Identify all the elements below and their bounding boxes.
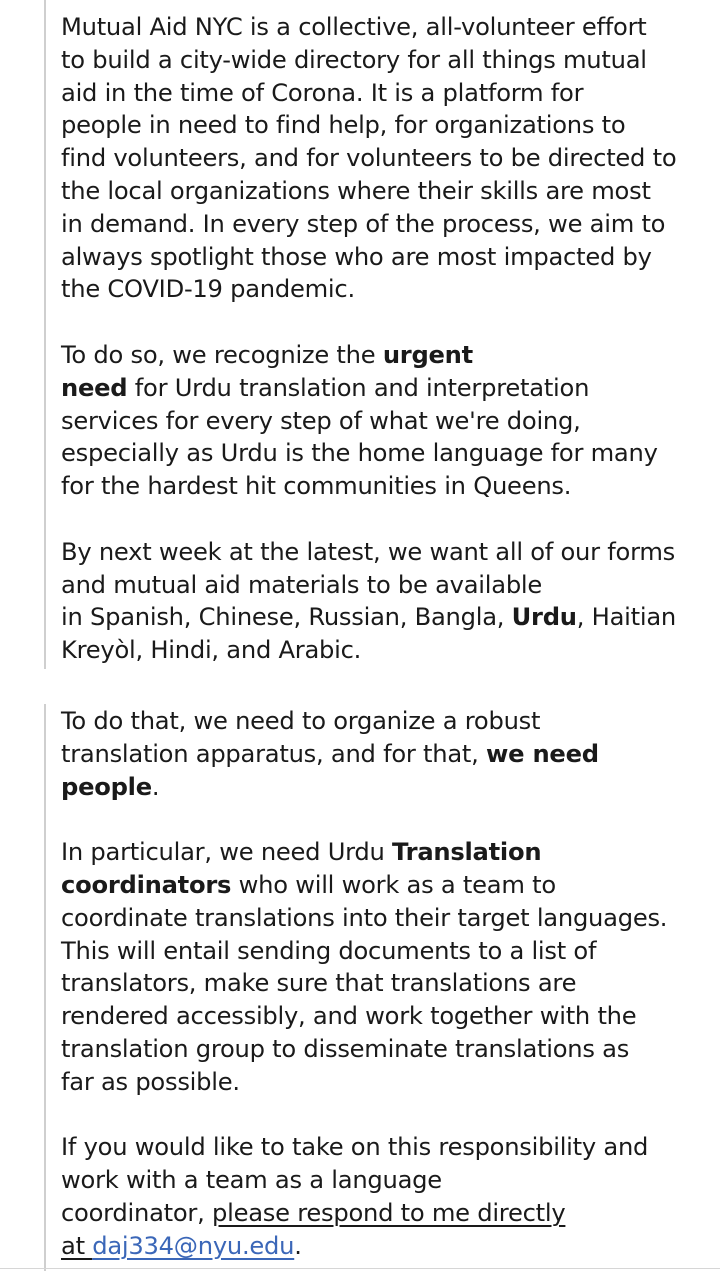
text-line: the COVID-19 pandemic. xyxy=(61,275,355,304)
bold-text: Urdu xyxy=(511,603,577,632)
text-run: translation apparatus, and for that, xyxy=(61,739,487,768)
text-line: aid in the time of Corona. It is a platform for xyxy=(61,78,584,107)
text-line: This will entail sending documents to a list of xyxy=(61,936,597,965)
text-line xyxy=(61,1230,711,1263)
paragraph-need-people xyxy=(61,704,711,803)
bold-text: Translation xyxy=(392,838,542,867)
text-line: If you would like to take on this responsibility and xyxy=(61,1133,649,1162)
text-run: who will work as a team to xyxy=(231,870,556,899)
text-line: rendered accessibly, and work together with the xyxy=(61,1002,637,1031)
text-line: in demand. In every step of the process, we aim to xyxy=(61,209,666,238)
text-line xyxy=(61,836,711,869)
paragraph-urdu-need xyxy=(61,339,711,503)
text-line: coordinate translations into their target languages. xyxy=(61,903,668,932)
text-run: coordinator, xyxy=(61,1198,212,1227)
text-line: the local organizations where their skills are most xyxy=(61,176,651,205)
text-line: translation group to disseminate translations as xyxy=(61,1034,630,1063)
text-line: Kreyòl, Hindi, and Arabic. xyxy=(61,636,362,665)
text-line: services for every step of what we're doing, xyxy=(61,406,581,435)
text-line xyxy=(61,738,711,771)
text-line: far as possible. xyxy=(61,1067,240,1096)
text-line xyxy=(61,1197,711,1230)
text-run: In particular, we need Urdu xyxy=(61,838,393,867)
bold-text: people xyxy=(61,772,152,801)
bold-text: need xyxy=(61,373,128,402)
text-line: especially as Urdu is the home language for many xyxy=(61,439,658,468)
paragraph-intro xyxy=(61,0,711,306)
paragraph-call-to-action xyxy=(61,1131,711,1262)
quote-block-top xyxy=(44,0,711,669)
text-line: work with a team as a language xyxy=(61,1166,442,1195)
text-line xyxy=(61,771,711,804)
text-line: to build a city-wide directory for all things mutual xyxy=(61,45,647,74)
bold-text: urgent xyxy=(382,340,473,369)
text-line xyxy=(61,601,711,634)
text-run: in Spanish, Chinese, Russian, Bangla, xyxy=(61,603,512,632)
text-run: To do so, we recognize the xyxy=(61,340,383,369)
text-line: Mutual Aid NYC is a collective, all-volunteer effort xyxy=(61,13,647,41)
text-line: To do that, we need to organize a robust xyxy=(61,707,541,735)
text-line: people in need to find help, for organizations to xyxy=(61,111,626,140)
text-run: , Haitian xyxy=(576,603,676,632)
text-line: for the hardest hit communities in Queens. xyxy=(61,472,572,501)
quote-block-bottom xyxy=(44,704,711,1271)
respond-link[interactable]: please respond to me directly xyxy=(212,1198,566,1227)
text-line xyxy=(61,869,711,902)
text-line: translators, make sure that translations are xyxy=(61,969,577,998)
text-line: always spotlight those who are most impacted by xyxy=(61,242,652,271)
bold-text: coordinators xyxy=(61,870,232,899)
text-line: find volunteers, and for volunteers to be directed to xyxy=(61,144,677,173)
text-line xyxy=(61,339,711,372)
respond-link-continued[interactable]: at xyxy=(61,1231,93,1260)
bold-text: we need xyxy=(486,739,599,768)
text-line xyxy=(61,372,711,405)
text-run: . xyxy=(151,772,160,801)
text-run: . xyxy=(294,1231,302,1260)
text-run: for Urdu translation and interpretation xyxy=(127,373,590,402)
email-link[interactable]: daj334@nyu.edu xyxy=(92,1231,295,1260)
bottom-divider xyxy=(0,1268,720,1269)
text-line: and mutual aid materials to be available xyxy=(61,570,543,599)
paragraph-coordinators xyxy=(61,836,711,1098)
text-line: By next week at the latest, we want all of our forms xyxy=(61,537,676,566)
paragraph-languages xyxy=(61,536,711,667)
